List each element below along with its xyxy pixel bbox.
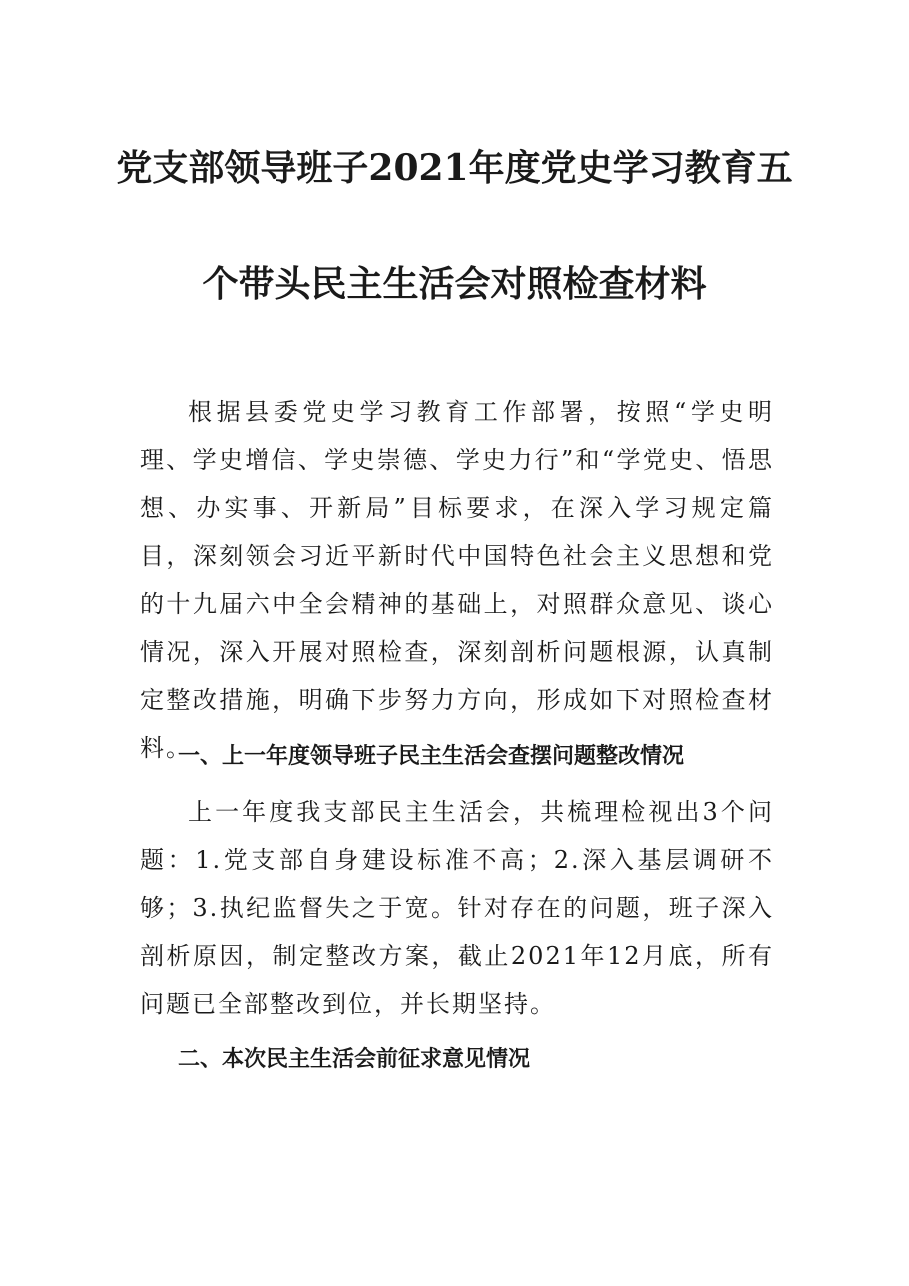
section-heading-1: 一、上一年度领导班子民主生活会查摆问题整改情况 bbox=[178, 743, 685, 769]
section-heading-2: 二、本次民主生活会前征求意见情况 bbox=[178, 1046, 531, 1072]
document-title-line-1: 党支部领导班子2021年度党史学习教育五 bbox=[116, 147, 793, 189]
document-title-line-2: 个带头民主生活会对照检查材料 bbox=[202, 263, 707, 305]
section-1-body bbox=[140, 788, 774, 1028]
intro-paragraph: 根据县委党史学习教育工作部署，按照“学史明理、学史增信、学史崇德、学史力行”和“学党史、悟思想、办实事、开新局”目标要求，在深入学习规定篇目，深刻领会习近平新时代中国特色社会主义思想和党的十九届六中全会精神的基础上，对照群众意见、谈心情况，深入开展对照检查，深刻剖析问题根源，认真制定整改措施，明确下步努力方向，形成如下对照检查材料。 bbox=[140, 398, 774, 762]
section-2 bbox=[140, 1035, 774, 1083]
section-1-paragraph: 上一年度我支部民主生活会，共梳理检视出3个问题：1.党支部自身建设标准不高；2.深入基层调研不够；3.执纪监督失之于宽。针对存在的问题，班子深入剖析原因，制定整改方案，截止2021年12月底，所有问题已全部整改到位，并长期坚持。 bbox=[140, 798, 774, 1018]
intro-section bbox=[140, 388, 774, 772]
section-1 bbox=[140, 732, 774, 780]
